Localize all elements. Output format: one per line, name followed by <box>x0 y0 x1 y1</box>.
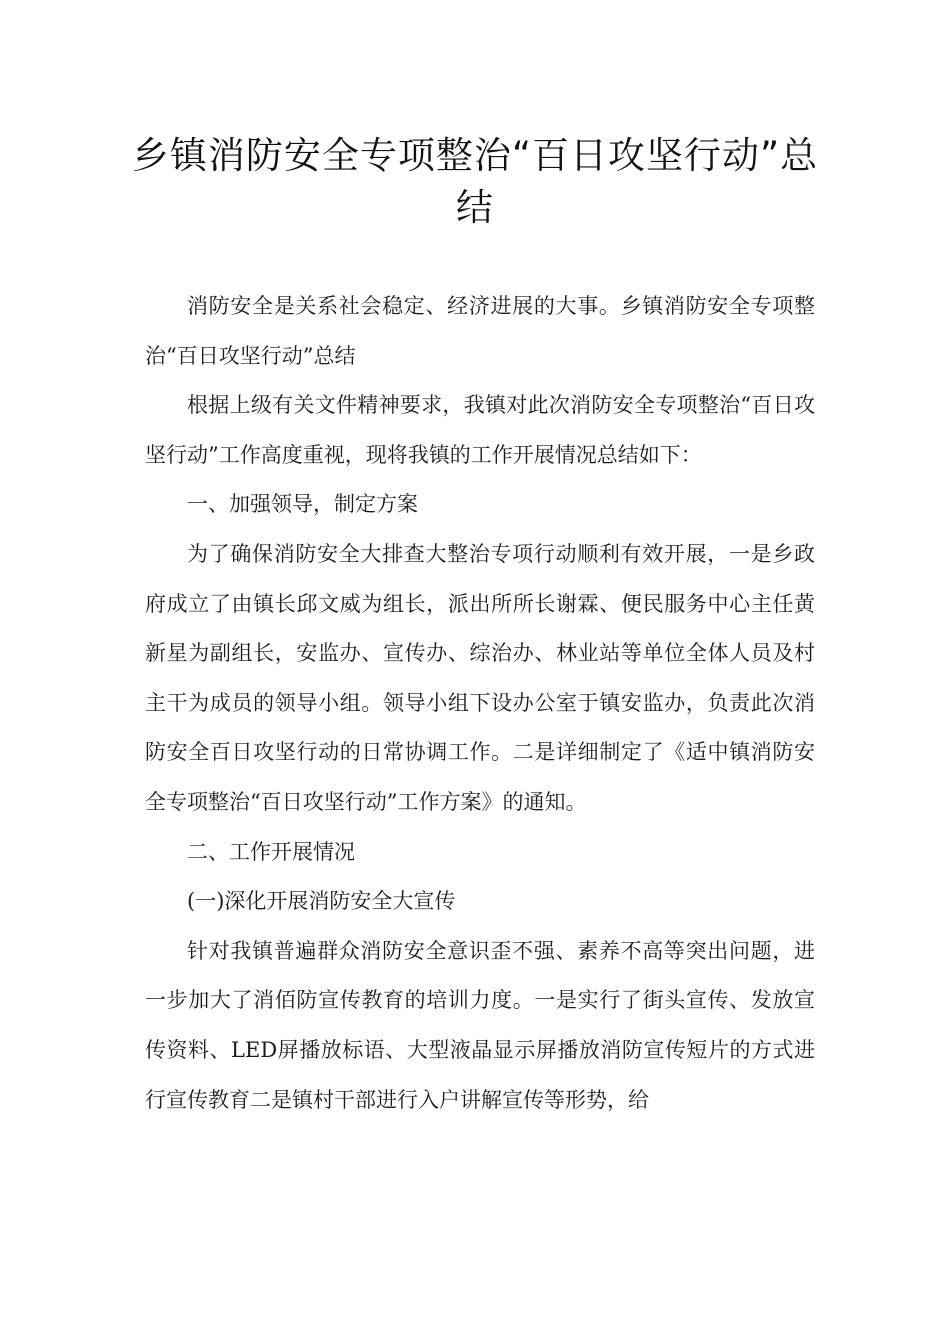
section-heading-2: 二、工作开展情况 <box>187 839 355 864</box>
subsection-heading-1: (一)深化开展消防安全大宣传 <box>187 889 456 914</box>
paragraph-publicity: 针对我镇普遍群众消防安全意识歪不强、素养不高等突出问题，进一步加大了消佰防宣传教育的培训力度。一是实行了街头宣传、发放宣传资料、LED屏播放标语、大型液晶显示屏播放消防宣传短片的方式进行宣传教育二是镇村干部进行入户讲解宣传等形势，给 <box>145 938 815 1112</box>
section-heading-1: 一、加强领导，制定方案 <box>187 492 418 517</box>
document-body <box>145 282 815 1125</box>
paragraph-leadership: 为了确保消防安全大排查大整治专项行动顺利有效开展，一是乡政府成立了由镇长邱文威为组长，派出所所长谢霖、便民服务中心主任黄新星为副组长，安监办、宣传办、综治办、林业站等单位全体人员及村主干为成员的领导小组。领导小组下设办公室于镇安监办，负责此次消防安全百日攻坚行动的日常协调工作。二是详细制定了《适中镇消防安全专项整治“百日攻坚行动”工作方案》的通知。 <box>145 541 815 814</box>
paragraph-intro: 消防安全是关系社会稳定、经济进展的大事。乡镇消防安全专项整治“百日攻坚行动”总结 <box>145 294 815 368</box>
paragraph-overview: 根据上级有关文件精神要求，我镇对此次消防安全专项整治“百日攻坚行动”工作高度重视，现将我镇的工作开展情况总结如下： <box>145 393 815 467</box>
document-title: 乡镇消防安全专项整治“百日攻坚行动”总结 <box>131 134 819 229</box>
